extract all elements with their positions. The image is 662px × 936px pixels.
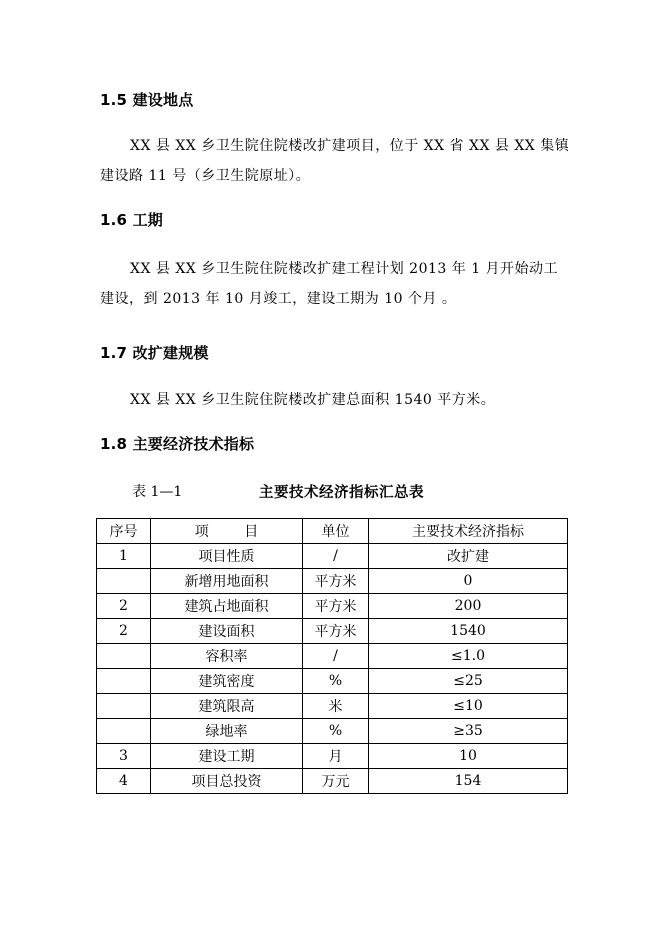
table-cell: 米 (303, 694, 369, 719)
table-cell (97, 644, 151, 669)
table-cell: % (303, 719, 369, 744)
table-cell (97, 694, 151, 719)
table-row (97, 594, 568, 619)
table-caption-label: 表 1—1 (132, 484, 183, 500)
table-cell: 容积率 (151, 644, 303, 669)
table-cell: 平方米 (303, 569, 369, 594)
section-heading-scale: 1.7 改扩建规模 (100, 344, 209, 362)
table-cell: 改扩建 (369, 544, 568, 569)
table-cell: 月 (303, 744, 369, 769)
table-row (97, 744, 568, 769)
table-cell: 建设面积 (151, 619, 303, 644)
table-row (97, 769, 568, 794)
table-cell: 建设工期 (151, 744, 303, 769)
column-header: 单位 (303, 519, 369, 544)
table-row (97, 719, 568, 744)
table-cell (97, 569, 151, 594)
paragraph-line: XX 县 XX 乡卫生院住院楼改扩建总面积 1540 平方米。 (130, 392, 496, 408)
indicator-table (96, 518, 568, 794)
column-header: 项 目 (151, 519, 303, 544)
table-row (97, 544, 568, 569)
table-cell: 建筑限高 (151, 694, 303, 719)
table-row (97, 669, 568, 694)
table-cell: 0 (369, 569, 568, 594)
table-row (97, 569, 568, 594)
section-body-location (100, 131, 570, 191)
table-cell: 建筑密度 (151, 669, 303, 694)
paragraph-line: XX 县 XX 乡卫生院住院楼改扩建项目，位于 XX 省 XX 县 XX 集镇 (130, 138, 570, 154)
section-body-schedule (100, 254, 570, 314)
table-cell: 项目总投资 (151, 769, 303, 794)
column-header: 主要技术经济指标 (369, 519, 568, 544)
table-row (97, 619, 568, 644)
table-caption-title: 主要技术经济指标汇总表 (259, 485, 424, 501)
table-cell: 项目性质 (151, 544, 303, 569)
paragraph-line: 建设路 11 号（乡卫生院原址）。 (100, 168, 311, 184)
table-cell: 200 (369, 594, 568, 619)
paragraph-line: XX 县 XX 乡卫生院住院楼改扩建工程计划 2013 年 1 月开始动工 (130, 261, 559, 277)
table-cell: 10 (369, 744, 568, 769)
table-cell: ≥35 (369, 719, 568, 744)
table-cell: 建筑占地面积 (151, 594, 303, 619)
section-heading-schedule: 1.6 工期 (100, 211, 163, 229)
table-cell: 1 (97, 544, 151, 569)
table-cell: 1540 (369, 619, 568, 644)
table-cell: 154 (369, 769, 568, 794)
table-cell: % (303, 669, 369, 694)
table-cell: 万元 (303, 769, 369, 794)
table-cell: 新增用地面积 (151, 569, 303, 594)
table-cell: ≤25 (369, 669, 568, 694)
paragraph-line: 建设，到 2013 年 10 月竣工，建设工期为 10 个月 。 (100, 291, 457, 307)
table-cell: 平方米 (303, 619, 369, 644)
section-heading-indicators: 1.8 主要经济技术指标 (100, 435, 255, 453)
table-cell: 4 (97, 769, 151, 794)
table-row (97, 644, 568, 669)
table-cell (97, 719, 151, 744)
table-cell: ≤10 (369, 694, 568, 719)
table-header-row (97, 519, 568, 544)
table-row (97, 694, 568, 719)
column-header: 序号 (97, 519, 151, 544)
table-cell: 2 (97, 594, 151, 619)
table-cell: 绿地率 (151, 719, 303, 744)
table-cell: 3 (97, 744, 151, 769)
table-cell: / (303, 544, 369, 569)
table-cell: 2 (97, 619, 151, 644)
table-cell: 平方米 (303, 594, 369, 619)
table-cell: / (303, 644, 369, 669)
section-heading-location: 1.5 建设地点 (100, 91, 194, 109)
table-cell (97, 669, 151, 694)
table-cell: ≤1.0 (369, 644, 568, 669)
section-body-scale (100, 385, 570, 415)
